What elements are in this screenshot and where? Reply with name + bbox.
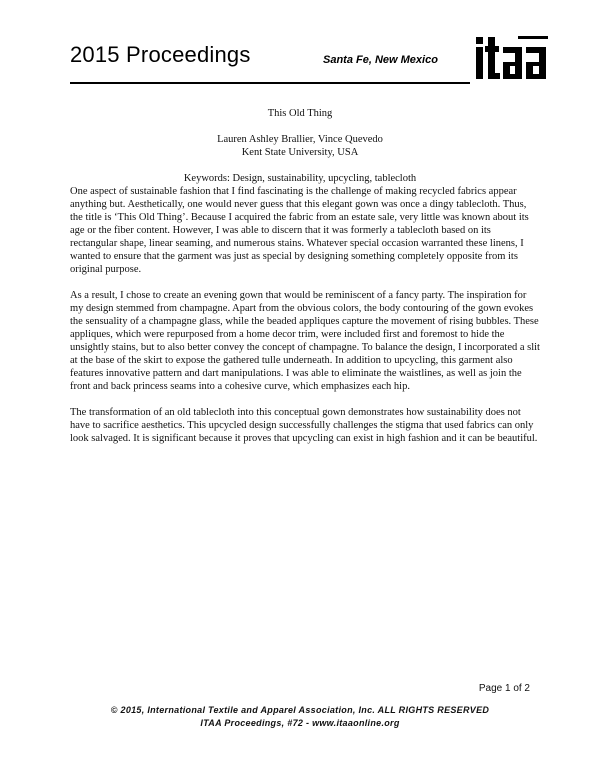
itaa-logo-icon (474, 33, 554, 83)
article-keywords: Keywords: Design, sustainability, upcycling, tablecloth (183, 173, 417, 184)
itaa-logo (474, 33, 554, 83)
body-paragraph: As a result, I chose to create an evening gown that would be reminiscent of a fancy party. The inspiration for my design stemmed from champagne. Apart from the obvious colors, the body contouring of the gown evokes the sensuality of a champagne glass, while the beaded appliques capture the movement of rising bubbles. These appliques, which were repurposed from a home decor trim, were included first and foremost to hide the unsightly stains, but to also better convey the concept of champagne. To balance the design, I incorporated a slit at the base of the skirt to expose the gathered tulle underneath. In addition to upcycling, this garment also features innovative pattern and dart manipulations. I was able to eliminate the waistlines, as well as join the front and back princess seams into a cohesive curve, which emphasizes each hip. (70, 290, 540, 392)
footer-copyright: © 2015, International Textile and Apparel Association, Inc. ALL RIGHTS RESERVED (110, 705, 490, 715)
footer-proceedings: ITAA Proceedings, #72 - www.itaaonline.org (200, 718, 400, 728)
page-number: Page 1 of 2 (478, 683, 530, 694)
body-paragraph: One aspect of sustainable fashion that I find fascinating is the challenge of making recycled fabrics appear anything but. Aesthetically, one would never guess that this elegant gown was once a dingy tablecloth. Thus, the title is ‘This Old Thing’. Because I acquired the fabric from an estate sale, very little was known about its age or the fiber content. However, I was able to discern that it was formerly a tablecloth based on its rectangular shape, linear seaming, and numerous stains. Whatever special occasion warranted these linens, I wanted to ensure that the garment was just as special by designing something completely opposite from its original purpose. (70, 186, 529, 275)
article-body (70, 185, 540, 458)
article-title: This Old Thing (267, 108, 333, 119)
proceedings-title: 2015 Proceedings (70, 42, 251, 67)
article-authors: Lauren Ashley Brallier, Vince Quevedo (217, 134, 383, 145)
header-rule (70, 82, 470, 84)
article-affiliation: Kent State University, USA (241, 147, 359, 158)
body-paragraph: The transformation of an old tablecloth into this conceptual gown demonstrates how sustainability does not have to sacrifice aesthetics. This upcycled design successfully challenges the stigma that used fabrics can only look salvaged. It is significant because it proves that upcycling can exist in high fashion and it can be beautiful. (70, 407, 538, 444)
conference-location: Santa Fe, New Mexico (323, 54, 438, 66)
